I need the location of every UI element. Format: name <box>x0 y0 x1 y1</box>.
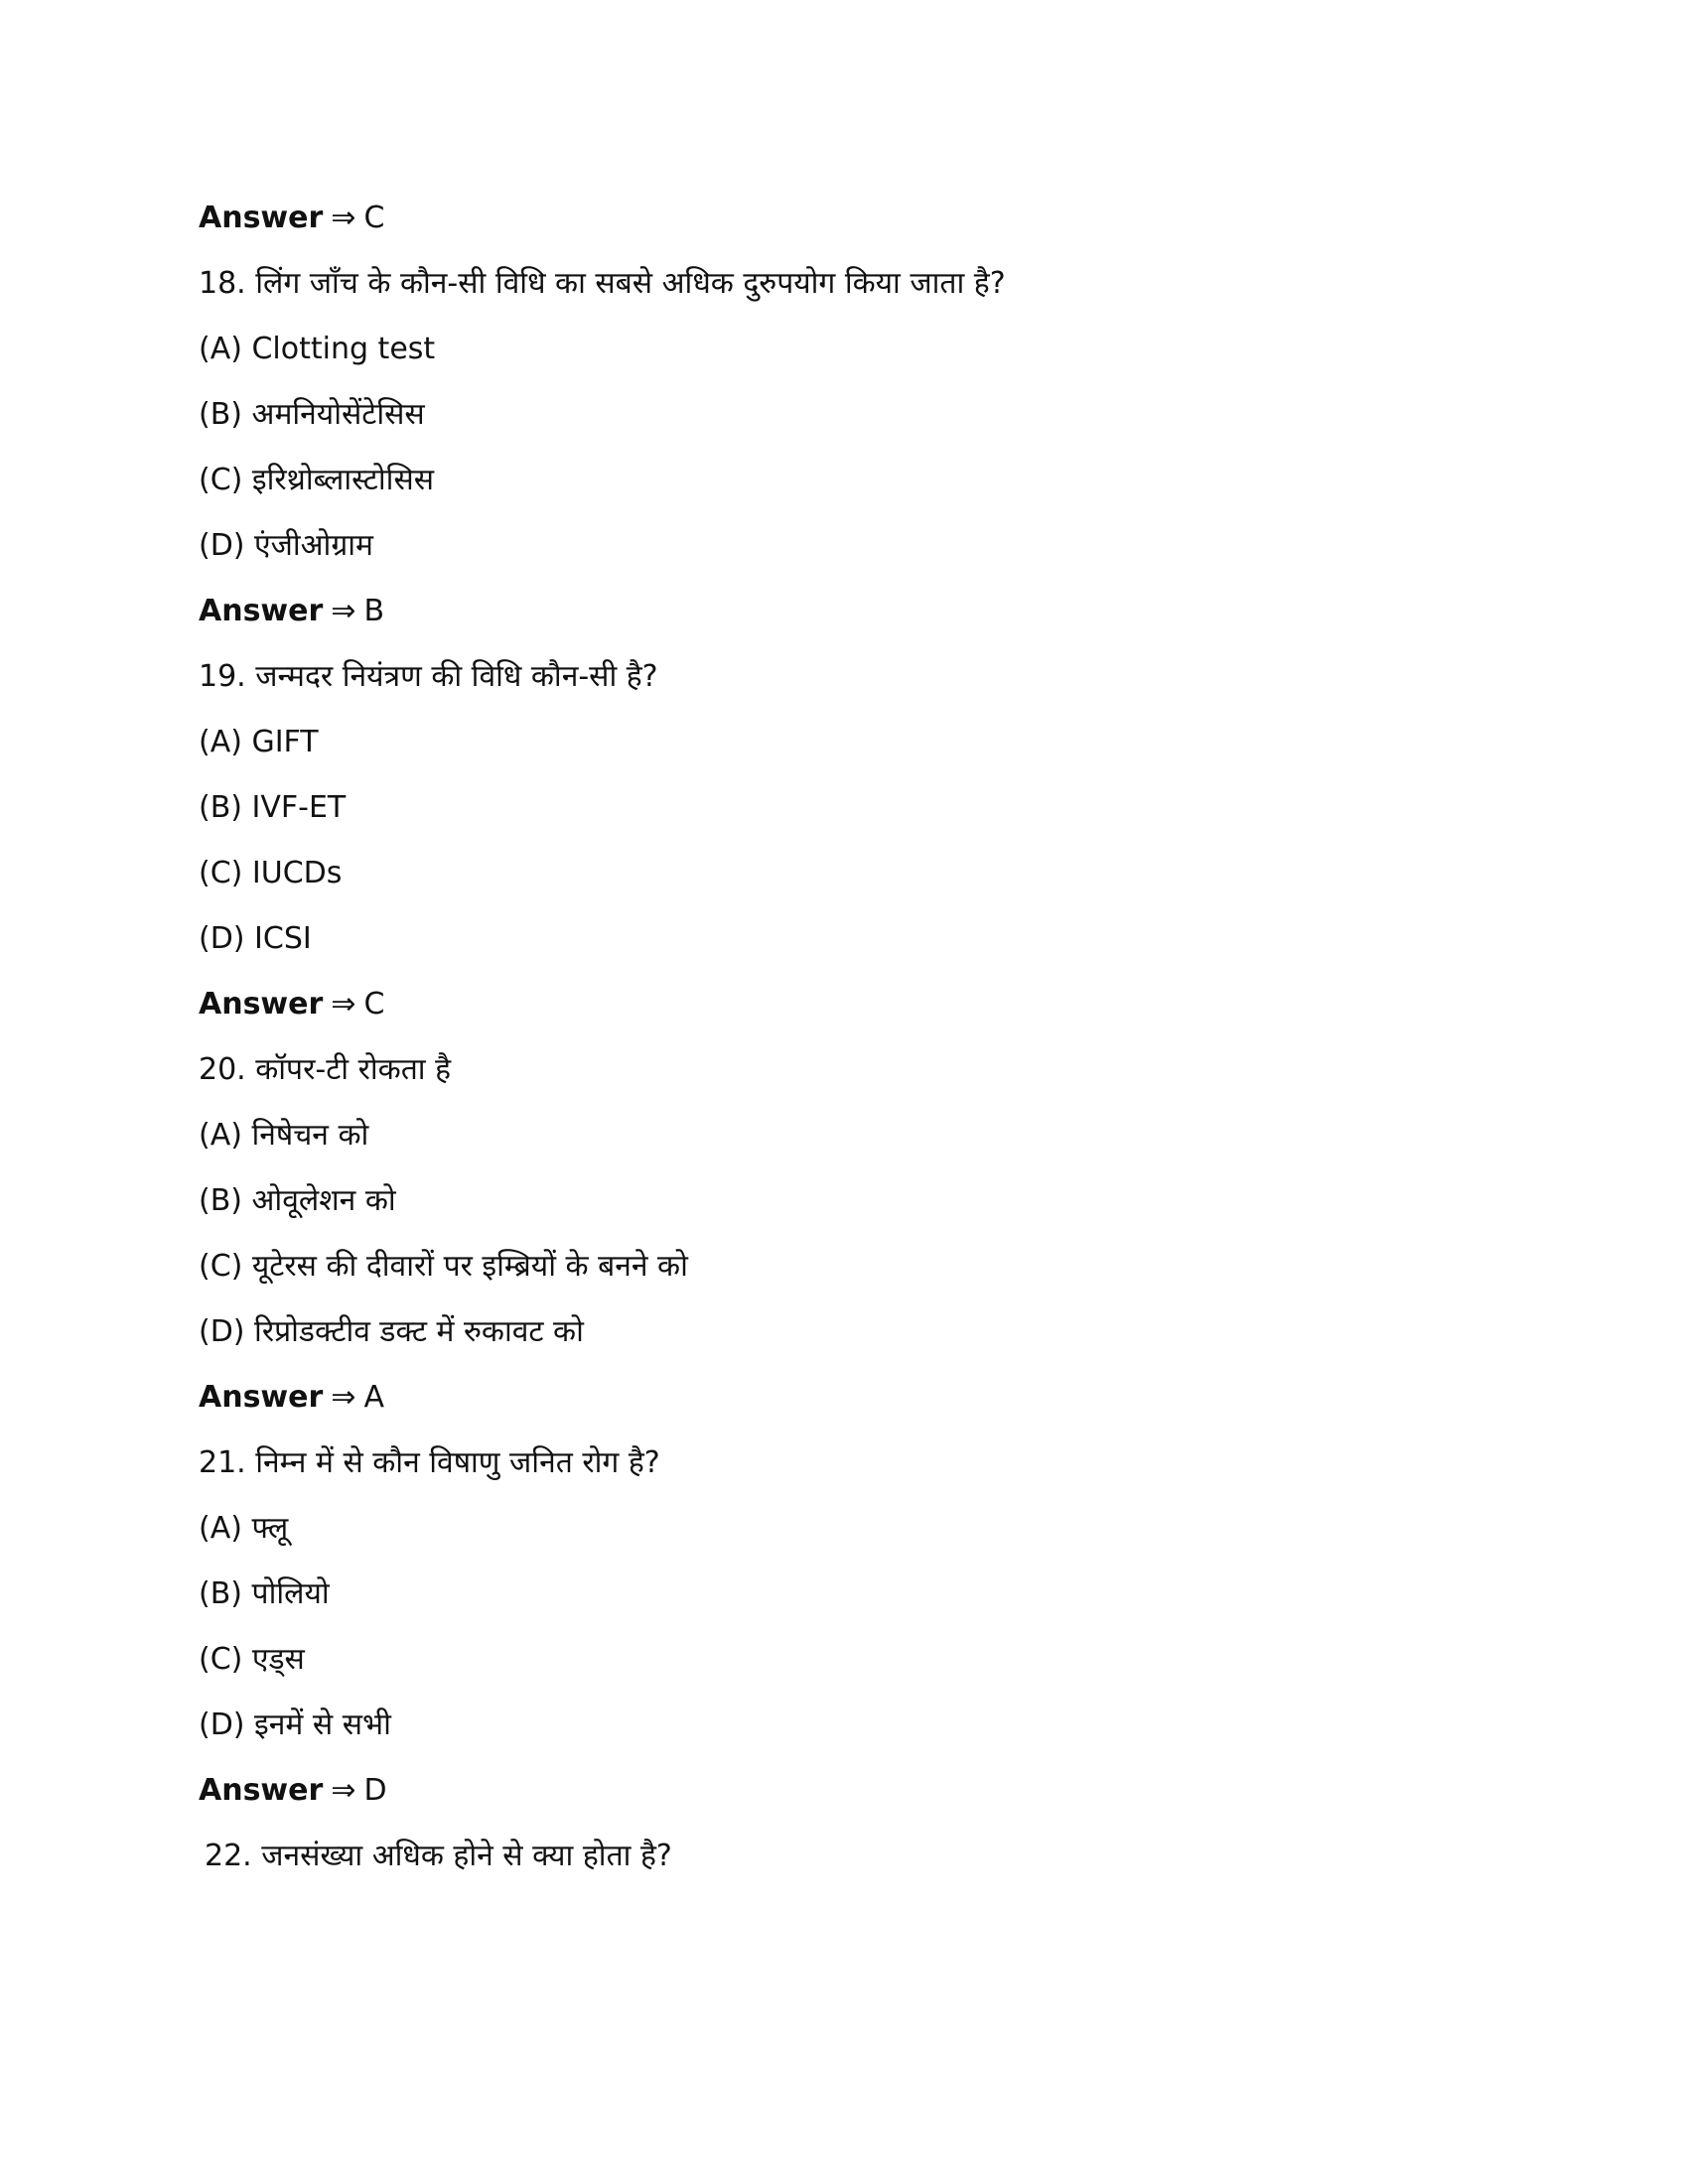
answer-value: D <box>363 1773 387 1808</box>
option-text: (D) एंजीओग्राम <box>199 528 373 563</box>
option-text: (D) इनमें से सभी <box>199 1707 391 1742</box>
option-text: (D) रिप्रोडक्टीव डक्ट में रुकावट को <box>199 1314 584 1349</box>
answer-label: Answer <box>199 1773 324 1808</box>
option-text: (C) यूटेरस की दीवारों पर इम्ब्रियों के बनने को <box>199 1249 688 1284</box>
answer-arrow: ⇒ <box>331 201 356 235</box>
answer-line <box>199 199 1489 264</box>
option-text: (C) एड्स <box>199 1642 305 1677</box>
option-text: (A) Clotting test <box>199 332 436 366</box>
option-text: (B) अमनियोसेंटेसिस <box>199 397 425 432</box>
answer-value: C <box>363 201 385 235</box>
answer-arrow: ⇒ <box>331 987 356 1022</box>
answer-label: Answer <box>199 1380 324 1415</box>
option-text: (A) फ्लू <box>199 1511 289 1546</box>
answer-label: Answer <box>199 594 324 628</box>
answer-line <box>199 1771 1489 1837</box>
question-text: 18. लिंग जाँच के कौन-सी विधि का सबसे अधिक दुरुपयोग किया जाता है? <box>199 266 1006 301</box>
option-text: (B) पोलियो <box>199 1576 330 1611</box>
option-text: (D) ICSI <box>199 921 312 956</box>
question-text: 22. जनसंख्या अधिक होने से क्या होता है? <box>205 1839 672 1873</box>
answer-value: B <box>363 594 385 628</box>
option-text: (C) इरिथ्रोब्लास्टोसिस <box>199 463 435 497</box>
option-text: (B) IVF-ET <box>199 790 347 825</box>
answer-line <box>199 985 1489 1050</box>
option-text: (C) IUCDs <box>199 856 343 890</box>
option-text: (A) निषेचन को <box>199 1118 369 1153</box>
question-text: 21. निम्न में से कौन विषाणु जनित रोग है? <box>199 1445 660 1480</box>
answer-value: C <box>363 987 385 1022</box>
document-page <box>199 199 1489 1902</box>
answer-label: Answer <box>199 987 324 1022</box>
question-text: 19. जन्मदर नियंत्रण की विधि कौन-सी है? <box>199 659 658 694</box>
answer-line <box>199 592 1489 657</box>
answer-value: A <box>363 1380 384 1415</box>
question-text: 20. कॉपर-टी रोकता है <box>199 1052 452 1087</box>
answer-label: Answer <box>199 201 324 235</box>
answer-line <box>199 1378 1489 1443</box>
option-text: (A) GIFT <box>199 725 319 759</box>
option-text: (B) ओवूलेशन को <box>199 1183 396 1218</box>
answer-arrow: ⇒ <box>331 1380 356 1415</box>
answer-arrow: ⇒ <box>331 594 356 628</box>
answer-arrow: ⇒ <box>331 1773 356 1808</box>
